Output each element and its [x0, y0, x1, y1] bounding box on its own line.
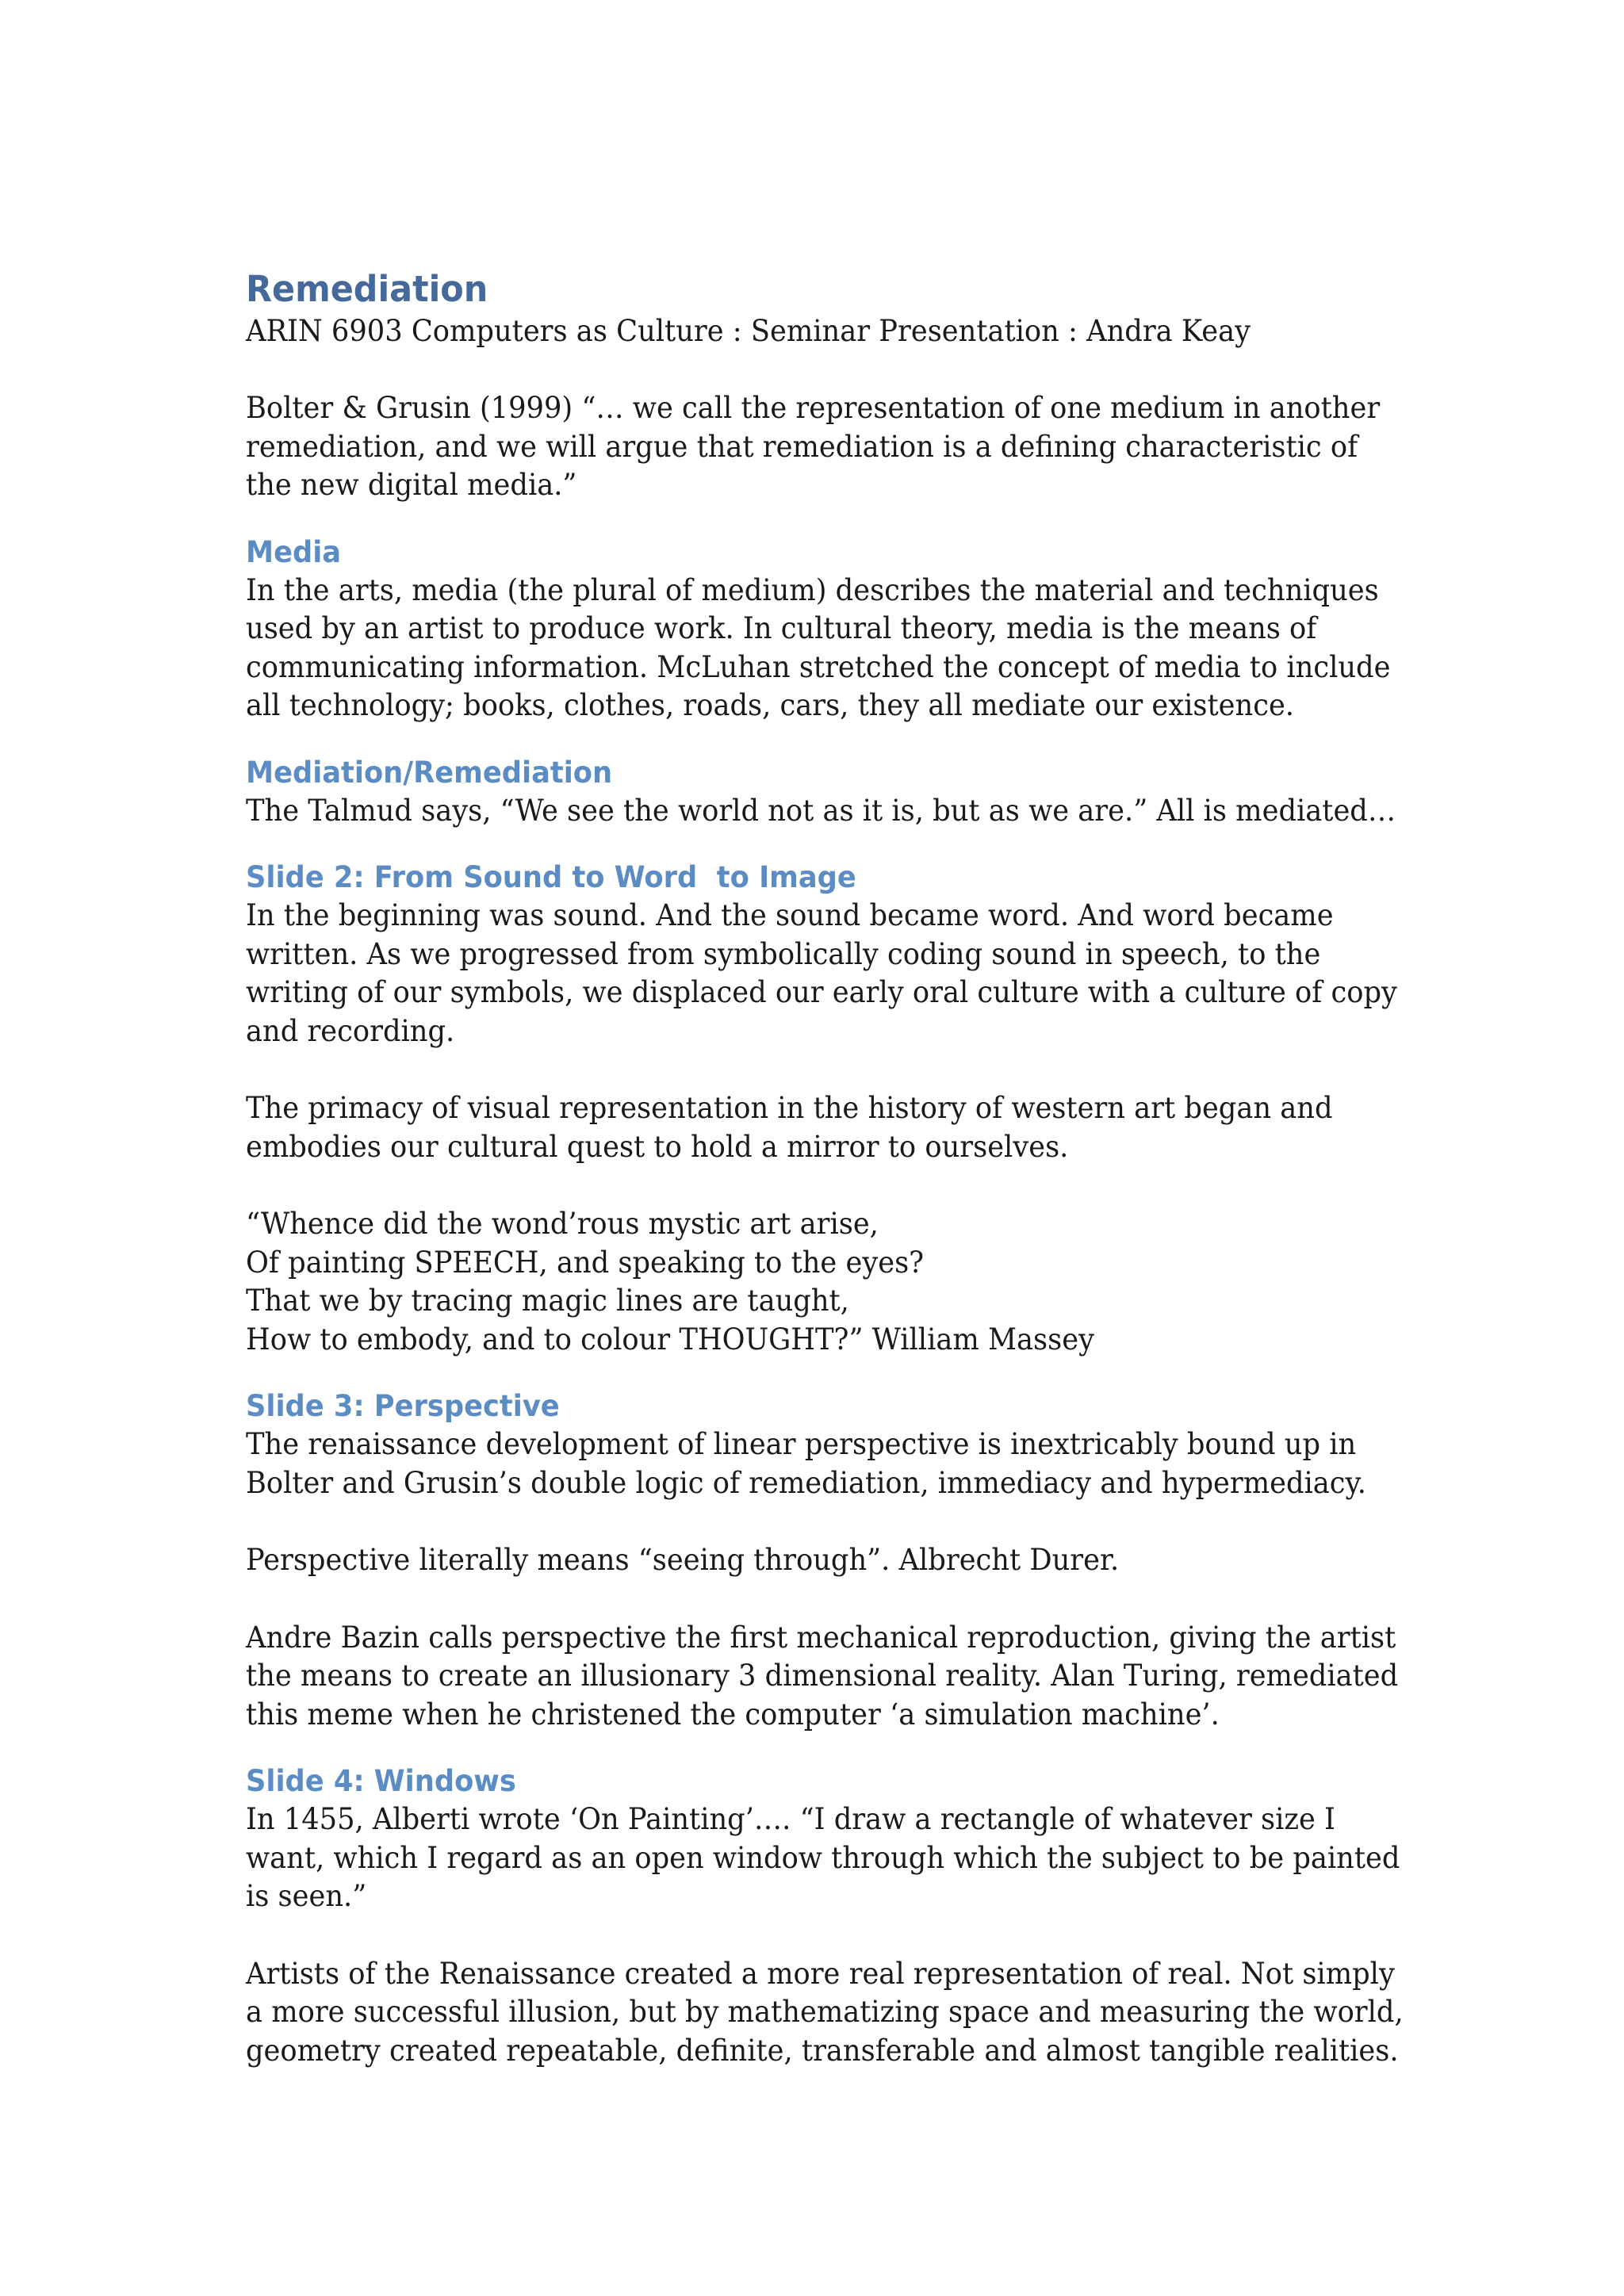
text-line: and recording. [246, 1013, 455, 1048]
intro-quote [246, 389, 1381, 505]
section-paragraph [246, 1425, 1366, 1502]
text-line: communicating information. McLuhan stretched the concept of media to include [246, 649, 1391, 684]
text-line: The renaissance development of linear perspective is inextricably bound up in [246, 1427, 1357, 1461]
text-line: the new digital media.” [246, 468, 577, 502]
text-line: “Whence did the wond’rous mystic art arise, [246, 1207, 879, 1241]
text-line: want, which I regard as an open window through which the subject to be painted [246, 1840, 1400, 1875]
text-line: Bolter and Grusin’s double logic of remediation, immediacy and hypermediacy. [246, 1465, 1366, 1500]
text-line: That we by tracing magic lines are taught, [246, 1284, 849, 1318]
text-line: Perspective literally means “seeing through”. Albrecht Durer. [246, 1543, 1120, 1577]
section-paragraph [246, 1800, 1400, 1916]
text-line: written. As we progressed from symbolically coding sound in speech, to the [246, 936, 1321, 971]
text-line: writing of our symbols, we displaced our early oral culture with a culture of copy [246, 975, 1397, 1009]
text-line: In the arts, media (the plural of medium) describes the material and techniques [246, 572, 1379, 607]
section-paragraph [246, 1089, 1349, 1166]
sections-container [246, 505, 1404, 2071]
text-line: In the beginning was sound. And the sound became word. And word became [246, 898, 1334, 932]
text-line: embodies our cultural quest to hold a mirror to ourselves. [246, 1129, 1069, 1164]
text-line: In 1455, Alberti wrote ‘On Painting’…. “I draw a rectangle of whatever size I [246, 1802, 1335, 1836]
spacer [246, 830, 1349, 859]
spacer [246, 1359, 1349, 1387]
section-paragraph [246, 792, 1396, 831]
text-line: Bolter & Grusin (1999) “… we call the representation of one medium in another [246, 391, 1381, 425]
section-paragraph [246, 1205, 1349, 1359]
section-paragraph [246, 1541, 1349, 1580]
document-title: Remediation [246, 268, 488, 310]
section-paragraph [246, 1619, 1399, 1735]
text-line: Artists of the Renaissance created a more real representation of real. Not simply [246, 1956, 1395, 1991]
text-line: is seen.” [246, 1879, 367, 1913]
spacer [246, 1502, 1349, 1541]
document-body [246, 266, 1404, 2070]
section-paragraph [246, 1955, 1404, 2071]
document-subtitle: ARIN 6903 Computers as Culture : Seminar Presentation : Andra Keay [246, 314, 1251, 348]
text-line: all technology; books, clothes, roads, cars, they all mediate our existence. [246, 688, 1295, 722]
text-line: The Talmud says, “We see the world not as it is, but as we are.” All is mediated… [246, 793, 1396, 828]
section-heading: Slide 2: From Sound to Word to Image [246, 860, 856, 894]
text-line: remediation, and we will argue that remediation is a defining characteristic of [246, 429, 1358, 464]
section-paragraph [246, 897, 1397, 1050]
spacer [246, 1734, 1349, 1762]
text-line: this meme when he christened the computer ‘a simulation machine’. [246, 1697, 1220, 1732]
section-heading: Slide 4: Windows [246, 1764, 516, 1798]
spacer [246, 1050, 1349, 1089]
spacer [246, 725, 1349, 754]
text-line: How to embody, and to colour THOUGHT?” William Massey [246, 1322, 1094, 1357]
section-heading: Mediation/Remediation [246, 755, 613, 790]
spacer [246, 505, 1349, 534]
spacer [246, 1916, 1349, 1955]
text-line: the means to create an illusionary 3 dimensional reality. Alan Turing, remediated [246, 1659, 1399, 1693]
section-heading: Media [246, 534, 342, 569]
text-line: a more successful illusion, but by mathematizing space and measuring the world, [246, 1995, 1404, 2029]
section-heading: Slide 3: Perspective [246, 1389, 560, 1423]
text-line: geometry created repeatable, definite, transferable and almost tangible realities. [246, 2033, 1399, 2068]
section-paragraph [246, 572, 1391, 725]
text-line: Andre Bazin calls perspective the first mechanical reproduction, giving the artist [246, 1620, 1396, 1655]
spacer [246, 350, 1349, 389]
text-line: Of painting SPEECH, and speaking to the eyes? [246, 1245, 925, 1280]
spacer [246, 1580, 1349, 1619]
text-line: The primacy of visual representation in the history of western art began and [246, 1091, 1333, 1125]
text-line: used by an artist to produce work. In cultural theory, media is the means of [246, 611, 1317, 645]
spacer [246, 1166, 1349, 1205]
